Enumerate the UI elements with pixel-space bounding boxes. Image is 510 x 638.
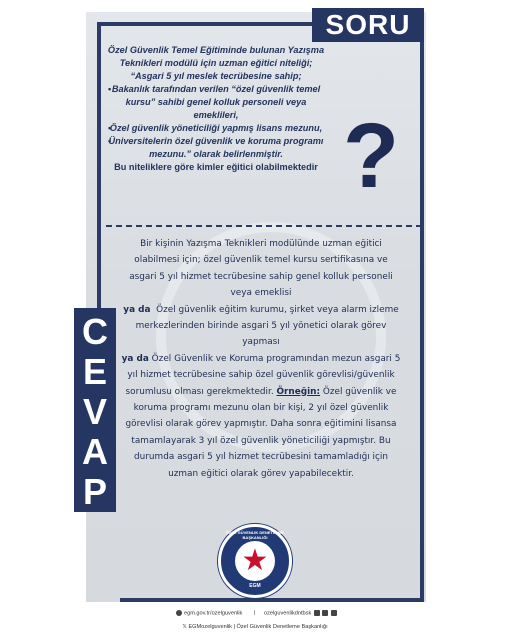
cevap-letter: P xyxy=(82,471,107,512)
criteria-item: • Üniversitelerin özel güvenlik ve koruma programı mezunu.” olarak belirlenmiştir. xyxy=(106,135,326,161)
footer-website[interactable]: egm.gov.tr/ozelguvenlik xyxy=(176,610,242,616)
cevap-letter: E xyxy=(82,351,107,392)
instagram-icon[interactable] xyxy=(322,610,328,616)
footer xyxy=(0,604,510,638)
answer-text xyxy=(120,236,402,482)
footer-x-row[interactable] xyxy=(0,624,510,630)
cevap-letter: V xyxy=(82,391,107,432)
star-crescent-icon: ★ xyxy=(241,544,269,577)
dashed-divider xyxy=(106,225,422,227)
facebook-icon[interactable] xyxy=(314,610,320,616)
frame-line-bottom xyxy=(120,598,424,602)
question-intro-2: “Asgari 5 yıl meslek tecrübesine sahip; xyxy=(130,71,302,81)
answer-paragraph-4: Özel güvenlik ve koruma programı mezunu olan bir kişi, 2 yıl özel güvenlik görevlisi olarak görev yapmıştır. Daha sonra eğitimini lisansa tamamlayarak 3 yıl özel güvenlik yöneticiliği yapmıştır. Bu durumda asgari 5 yıl hizmet tecrübesini tamamladığı için uzman eğitici olarak görev yapabilecektir. xyxy=(125,386,397,479)
logo-ring-text: ÖZEL GÜVENLİK DENETLEME BAŞKANLIĞI xyxy=(225,530,285,540)
x-icon: 𝕏 xyxy=(182,624,187,630)
frame-line-left xyxy=(97,22,101,310)
ogdb-logo xyxy=(218,524,292,598)
answer-or-1: ya da xyxy=(123,304,151,315)
question-closing: Bu niteliklere göre kimler eğitici olabilmektedir xyxy=(114,162,318,172)
footer-separator: | xyxy=(254,610,256,616)
question-intro-1: Özel Güvenlik Temel Eğitiminde bulunan Yazışma Teknikleri modülü için uzman eğitici niteliği; xyxy=(107,45,325,68)
globe-icon xyxy=(176,610,182,616)
answer-paragraph-2: Özel güvenlik eğitim kurumu, şirket veya alarm izleme merkezlerinden birinde asgari 5 yıl yönetici olarak görev yapması xyxy=(135,304,399,348)
answer-or-2: ya da xyxy=(121,353,149,364)
criteria-item: • Özel güvenlik yöneticiliği yapmış lisans mezunu, xyxy=(106,122,326,135)
logo-bottom-text: EGM xyxy=(249,583,261,589)
frame-line-right xyxy=(420,36,424,601)
question-text xyxy=(106,44,326,174)
answer-paragraph-3: Özel Güvenlik ve Koruma programından mezun asgari 5 yıl hizmet tecrübesine sahip özel güvenlik görevlisi/güvenlik sorumlusu olması gerekmektedir. xyxy=(125,353,401,397)
social-handle: ozelguvenlikdntbsk xyxy=(264,610,312,617)
frame-line-top xyxy=(97,22,320,26)
cevap-letter: A xyxy=(82,431,108,472)
cevap-letter: C xyxy=(82,311,108,352)
example-label: Örneğin: xyxy=(276,386,321,397)
question-mark-icon: ? xyxy=(342,105,400,207)
criteria-list xyxy=(106,83,326,161)
youtube-icon[interactable] xyxy=(331,610,337,616)
answer-paragraph-1: Bir kişinin Yazışma Teknikleri modülünde uzman eğitici olabilmesi için; özel güvenlik temel kursu sertifikasına ve asgari 5 yıl hizmet tecrübesine sahip genel kolluk personeli veya emeklisi xyxy=(129,239,393,299)
cevap-badge xyxy=(74,308,116,512)
criteria-item: • Bakanlık tarafından verilen “özel güvenlik temel kursu” sahibi genel kolluk personeli veya emeklileri, xyxy=(106,83,326,122)
soru-badge: SORU xyxy=(312,8,424,42)
footer-x-text: EGMozelguvenlik | Özel Güvenlik Denetleme Başkanlığı xyxy=(188,624,328,630)
footer-social[interactable] xyxy=(264,610,337,616)
